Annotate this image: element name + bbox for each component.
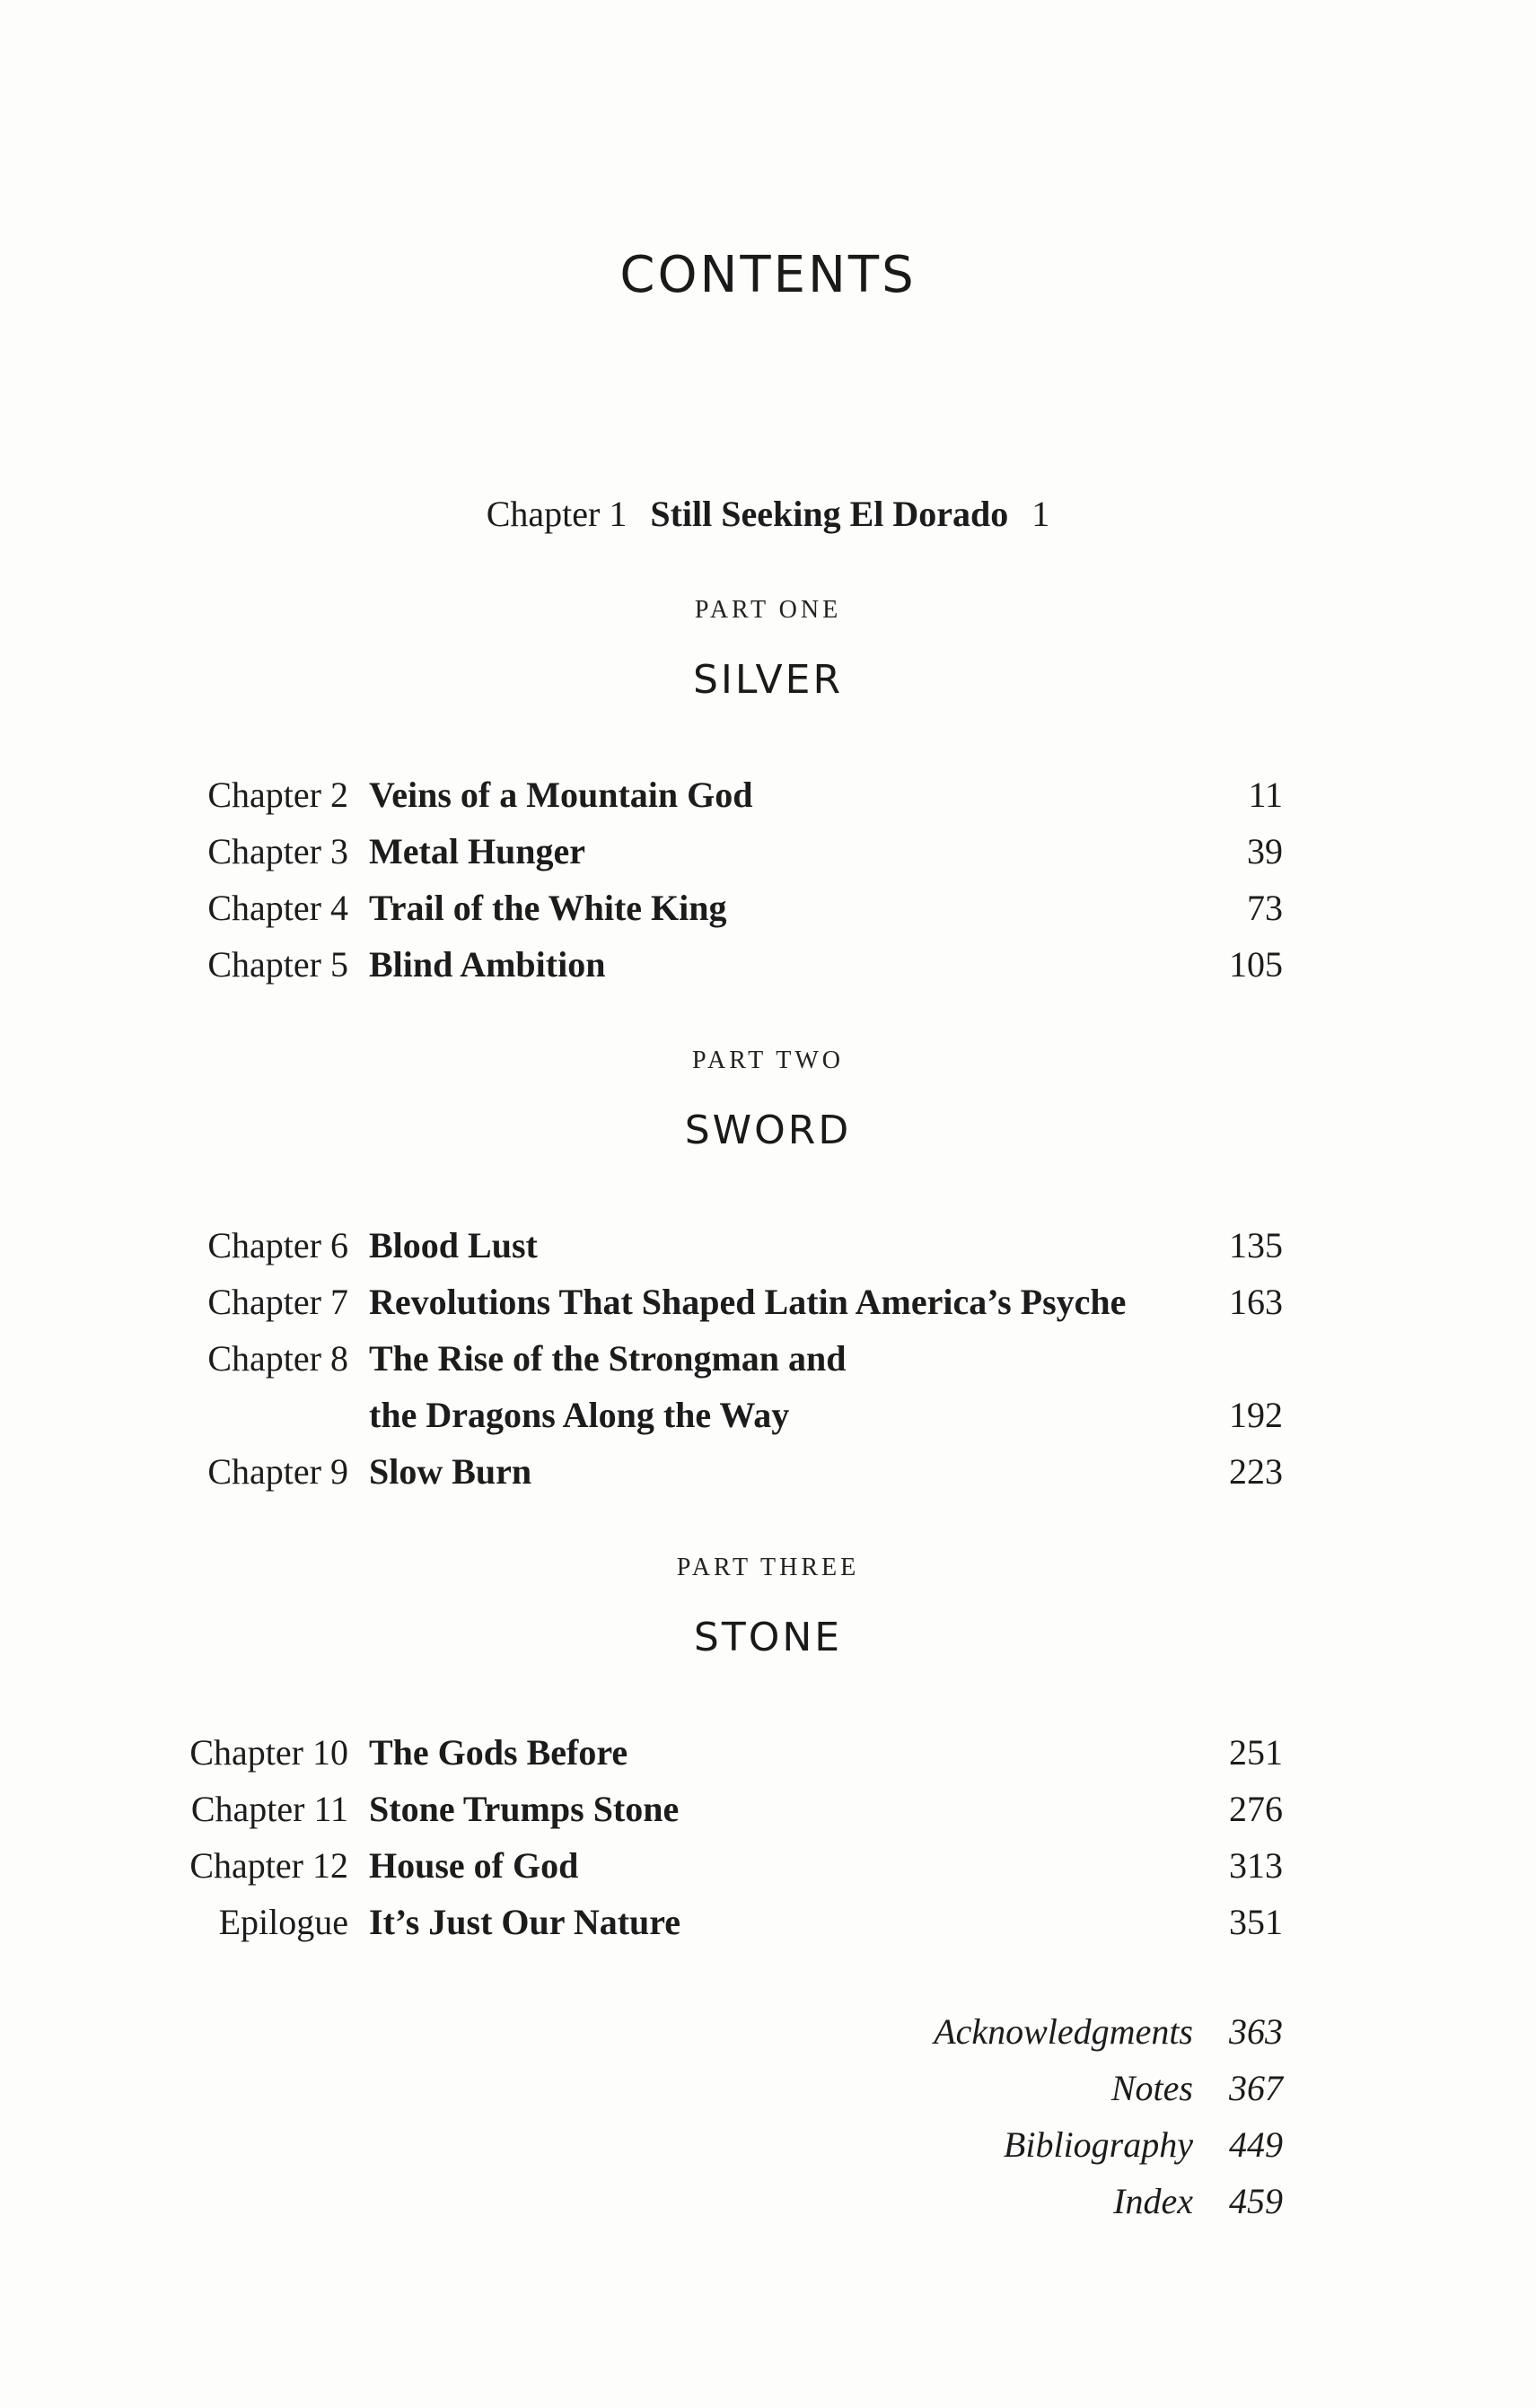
chapter-label: Epilogue bbox=[218, 1902, 348, 1942]
chapter-title: Metal Hunger bbox=[369, 831, 586, 871]
section-label: Index bbox=[1113, 2181, 1193, 2221]
chapter-title: House of God bbox=[369, 1845, 579, 1886]
back-matter-entry bbox=[0, 2120, 1536, 2176]
page-number: 73 bbox=[1247, 888, 1283, 928]
chapter-title: Veins of a Mountain God bbox=[369, 775, 753, 815]
toc-entry bbox=[0, 940, 1536, 996]
page-number: 449 bbox=[1229, 2124, 1283, 2165]
toc-entry bbox=[0, 1841, 1536, 1897]
chapter-label: Chapter 11 bbox=[190, 1789, 348, 1829]
chapter-label: Chapter 12 bbox=[189, 1845, 348, 1886]
chapter-title: Blood Lust bbox=[369, 1225, 538, 1265]
chapter-label: Chapter 7 bbox=[207, 1282, 348, 1322]
part-three-entries bbox=[0, 1728, 1536, 1954]
toc-entry bbox=[0, 827, 1536, 883]
part-two-entries bbox=[0, 1221, 1536, 1503]
part-two-name: SWORD bbox=[684, 1108, 852, 1153]
page-number: 367 bbox=[1229, 2068, 1283, 2108]
page-number: 105 bbox=[1229, 944, 1283, 985]
part-one-name: SILVER bbox=[692, 657, 844, 703]
toc-entry bbox=[0, 1277, 1536, 1334]
page-number: 459 bbox=[1229, 2181, 1283, 2221]
toc-entry bbox=[0, 1334, 1536, 1390]
back-matter-entry bbox=[0, 2007, 1536, 2063]
section-label: Acknowledgments bbox=[934, 2011, 1193, 2052]
chapter-title: Slow Burn bbox=[369, 1451, 532, 1492]
chapter-title: Trail of the White King bbox=[369, 888, 727, 928]
toc-entry bbox=[0, 1784, 1536, 1841]
part-two-label: PART TWO bbox=[691, 1046, 845, 1074]
page-number: 39 bbox=[1247, 831, 1283, 871]
chapter-label: Chapter 5 bbox=[207, 944, 348, 985]
page-title: CONTENTS bbox=[619, 246, 917, 304]
page-number: 1 bbox=[1031, 494, 1050, 534]
toc-entry bbox=[0, 1221, 1536, 1277]
chapter-label: Chapter 4 bbox=[207, 888, 348, 928]
page-number: 363 bbox=[1229, 2011, 1283, 2052]
section-label: Bibliography bbox=[1003, 2124, 1193, 2165]
chapter-title: Stone Trumps Stone bbox=[369, 1789, 680, 1829]
page-number: 351 bbox=[1229, 1902, 1283, 1942]
chapter-label: Chapter 10 bbox=[189, 1732, 348, 1773]
page-number: 276 bbox=[1229, 1789, 1283, 1829]
chapter-label: Chapter 3 bbox=[207, 831, 348, 871]
toc-entry bbox=[0, 1447, 1536, 1503]
chapter-label: Chapter 6 bbox=[207, 1225, 348, 1265]
chapter-label: Chapter 1 bbox=[486, 494, 628, 534]
part-one-label: PART ONE bbox=[694, 596, 842, 624]
toc-entry bbox=[0, 1897, 1536, 1954]
page-number: 251 bbox=[1229, 1732, 1283, 1773]
toc-entry-continuation bbox=[0, 1390, 1536, 1447]
chapter-title: It’s Just Our Nature bbox=[369, 1902, 681, 1942]
chapter-label: Chapter 9 bbox=[207, 1451, 348, 1492]
page-number: 163 bbox=[1229, 1282, 1283, 1322]
chapter-label: Chapter 2 bbox=[207, 775, 348, 815]
page-number: 223 bbox=[1229, 1451, 1283, 1492]
part-three-name: STONE bbox=[693, 1615, 843, 1660]
toc-entry bbox=[0, 770, 1536, 827]
part-three-label: PART THREE bbox=[676, 1554, 860, 1581]
chapter-label: Chapter 8 bbox=[207, 1338, 348, 1379]
section-label: Notes bbox=[1110, 2068, 1193, 2108]
part-one-entries bbox=[0, 770, 1536, 996]
chapter-title: The Rise of the Strongman and bbox=[369, 1338, 847, 1379]
toc-entry bbox=[0, 883, 1536, 940]
page-number: 313 bbox=[1229, 1845, 1283, 1886]
toc-entry bbox=[0, 1728, 1536, 1784]
chapter-title: the Dragons Along the Way bbox=[369, 1395, 790, 1435]
page-number: 11 bbox=[1248, 775, 1283, 815]
back-matter-entry bbox=[0, 2063, 1536, 2120]
back-matter bbox=[0, 2007, 1536, 2233]
chapter-title: The Gods Before bbox=[369, 1732, 628, 1773]
back-matter-entry bbox=[0, 2176, 1536, 2233]
toc-entry-chapter-1 bbox=[0, 489, 1536, 539]
chapter-title: Revolutions That Shaped Latin America’s Psyche bbox=[369, 1282, 1127, 1322]
chapter-title: Blind Ambition bbox=[369, 944, 606, 985]
chapter-title: Still Seeking El Dorado bbox=[650, 494, 1009, 534]
page-number: 135 bbox=[1229, 1225, 1283, 1265]
page-number: 192 bbox=[1229, 1395, 1283, 1435]
